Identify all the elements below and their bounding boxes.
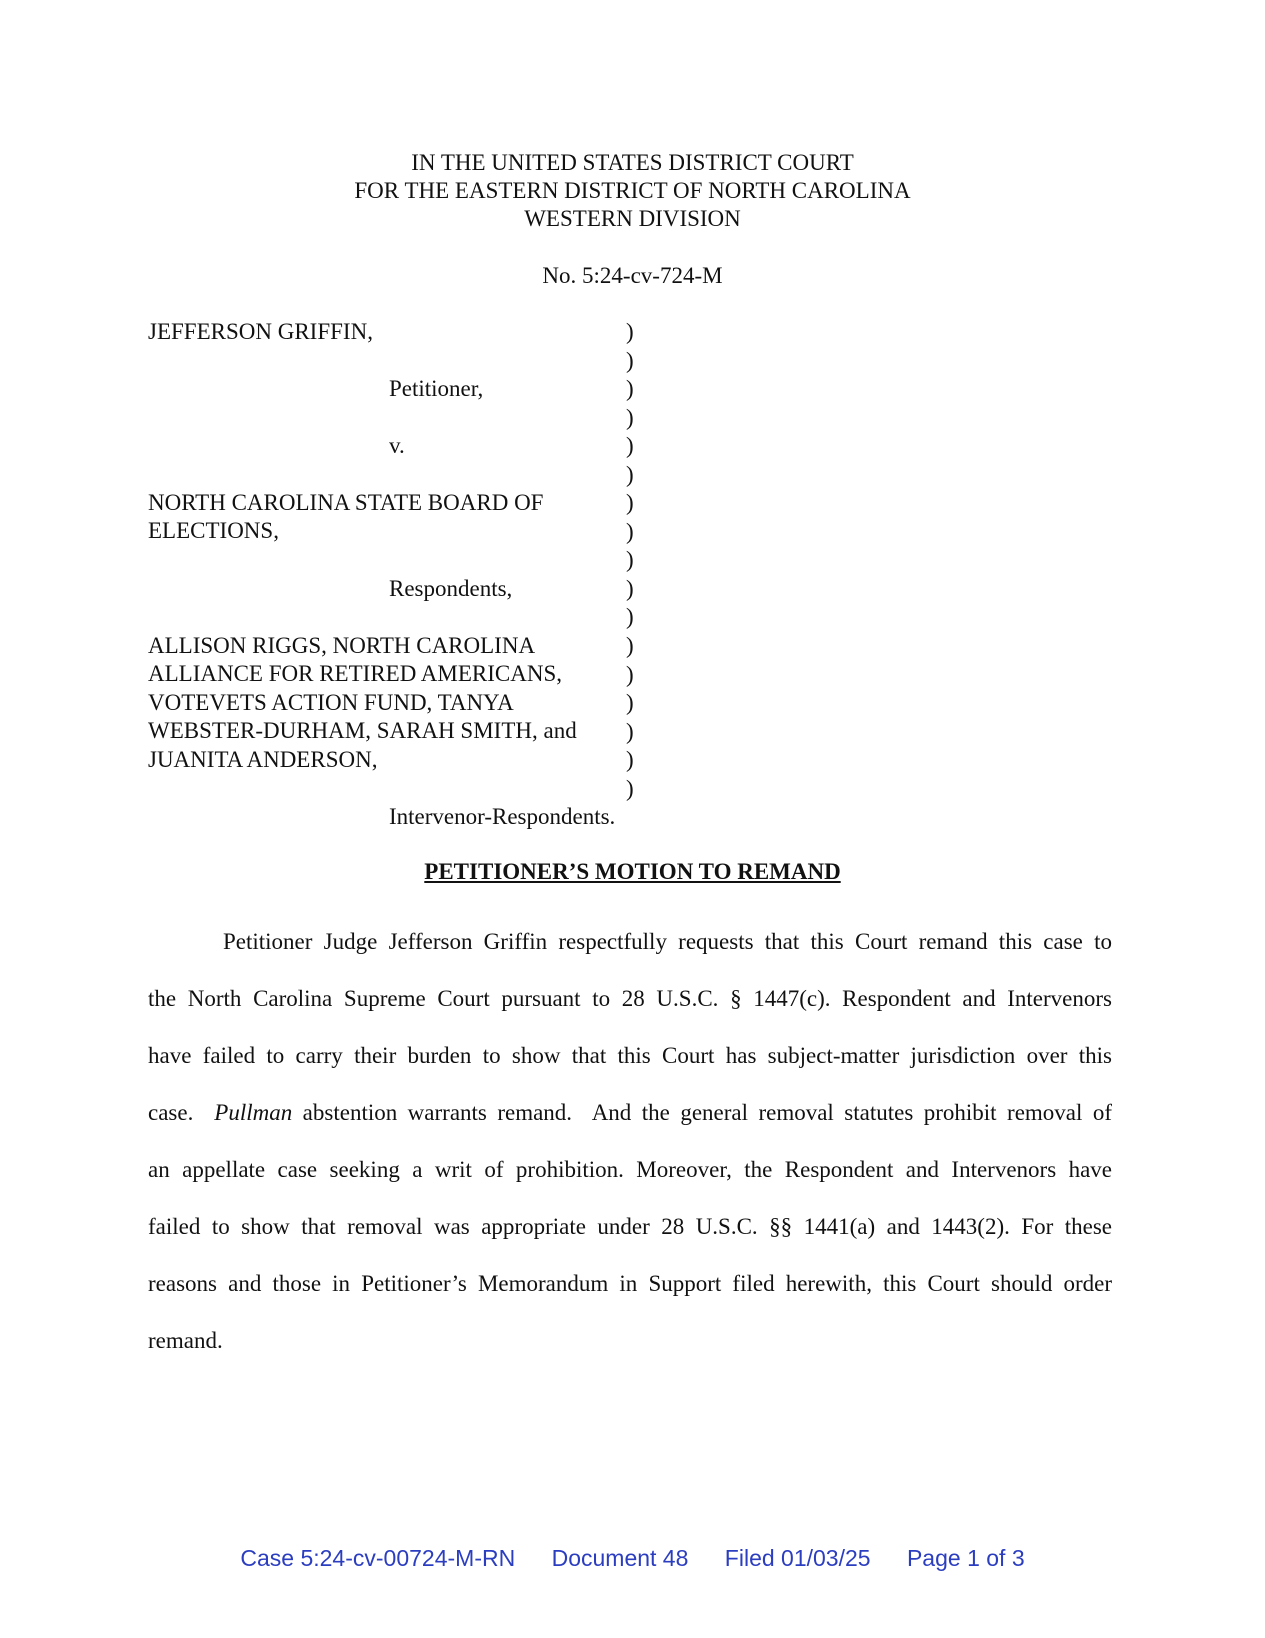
court-header-line-2: FOR THE EASTERN DISTRICT OF NORTH CAROLINA — [354, 178, 911, 203]
caption-paren: ) — [626, 404, 634, 430]
caption-paren: ) — [626, 433, 634, 459]
petitioner-role: Petitioner, — [389, 376, 484, 401]
caption-paren: ) — [626, 347, 634, 373]
intervenors-role: Intervenor-Respondents. — [389, 804, 616, 829]
body-text-segment: abstention warrants remand. And the general removal statutes prohibit removal of — [292, 1100, 1112, 1125]
caption-paren: ) — [626, 633, 634, 659]
body-line — [148, 1084, 1112, 1141]
footer-page-number: Page 1 of 3 — [906, 1545, 1025, 1571]
intervenors-line-1: ALLISON RIGGS, NORTH CAROLINA — [148, 633, 536, 658]
caption-paren: ) — [626, 376, 634, 402]
caption-paren: ) — [626, 690, 634, 716]
body-line: failed to show that removal was appropriate under 28 U.S.C. §§ 1441(a) and 1443(2). For these — [148, 1214, 1112, 1239]
caption-parenthesis-column — [626, 318, 634, 803]
motion-title — [0, 858, 1265, 886]
footer-filed-date: Filed 01/03/25 — [724, 1545, 871, 1571]
motion-body — [148, 913, 1112, 1369]
body-line: an appellate case seeking a writ of prohibition. Moreover, the Respondent and Intervenors have — [148, 1157, 1112, 1182]
filing-footer — [0, 1545, 1265, 1572]
versus-label: v. — [389, 433, 405, 458]
caption-paren: ) — [626, 319, 634, 344]
intervenors-line-4: WEBSTER-DURHAM, SARAH SMITH, and — [148, 718, 577, 743]
respondent-role: Respondents, — [389, 576, 513, 601]
caption-paren: ) — [626, 461, 634, 487]
court-header — [0, 149, 1265, 233]
caption-paren: ) — [626, 661, 634, 687]
intervenors-line-3: VOTEVETS ACTION FUND, TANYA — [148, 690, 514, 715]
body-line: have failed to carry their burden to show that this Court has subject-matter jurisdiction over this — [148, 1043, 1112, 1068]
intervenors-line-2: ALLIANCE FOR RETIRED AMERICANS, — [148, 661, 563, 686]
case-citation-pullman: Pullman — [214, 1100, 293, 1125]
body-line: reasons and those in Petitioner’s Memorandum in Support filed herewith, this Court should order — [148, 1271, 1112, 1296]
case-number: No. 5:24-cv-724-M — [542, 263, 723, 288]
court-header-line-1: IN THE UNITED STATES DISTRICT COURT — [411, 150, 854, 175]
court-header-line-3: WESTERN DIVISION — [524, 206, 741, 231]
respondent-name-line-1: NORTH CAROLINA STATE BOARD OF — [148, 490, 544, 515]
caption-paren: ) — [626, 490, 634, 516]
intervenors-line-5: JUANITA ANDERSON, — [148, 747, 378, 772]
caption-paren: ) — [626, 604, 634, 630]
body-line: the North Carolina Supreme Court pursuant to 28 U.S.C. § 1447(c). Respondent and Intervenors — [148, 986, 1112, 1011]
caption-paren: ) — [626, 747, 634, 773]
caption-paren: ) — [626, 547, 634, 573]
body-line: Petitioner Judge Jefferson Griffin respectfully requests that this Court remand this case to — [223, 929, 1112, 954]
caption-paren: ) — [626, 575, 634, 601]
body-line: remand. — [148, 1328, 223, 1353]
petitioner-name: JEFFERSON GRIFFIN, — [148, 319, 373, 344]
body-text-segment: case. — [148, 1100, 215, 1125]
caption-paren: ) — [626, 775, 634, 801]
footer-document-number: Document 48 — [551, 1545, 689, 1571]
motion-title-text: PETITIONER’S MOTION TO REMAND — [424, 859, 841, 884]
caption-paren: ) — [626, 518, 634, 544]
caption-paren: ) — [626, 718, 634, 744]
respondent-name-line-2: ELECTIONS, — [148, 518, 279, 543]
footer-case-number: Case 5:24-cv-00724-M-RN — [240, 1545, 516, 1571]
